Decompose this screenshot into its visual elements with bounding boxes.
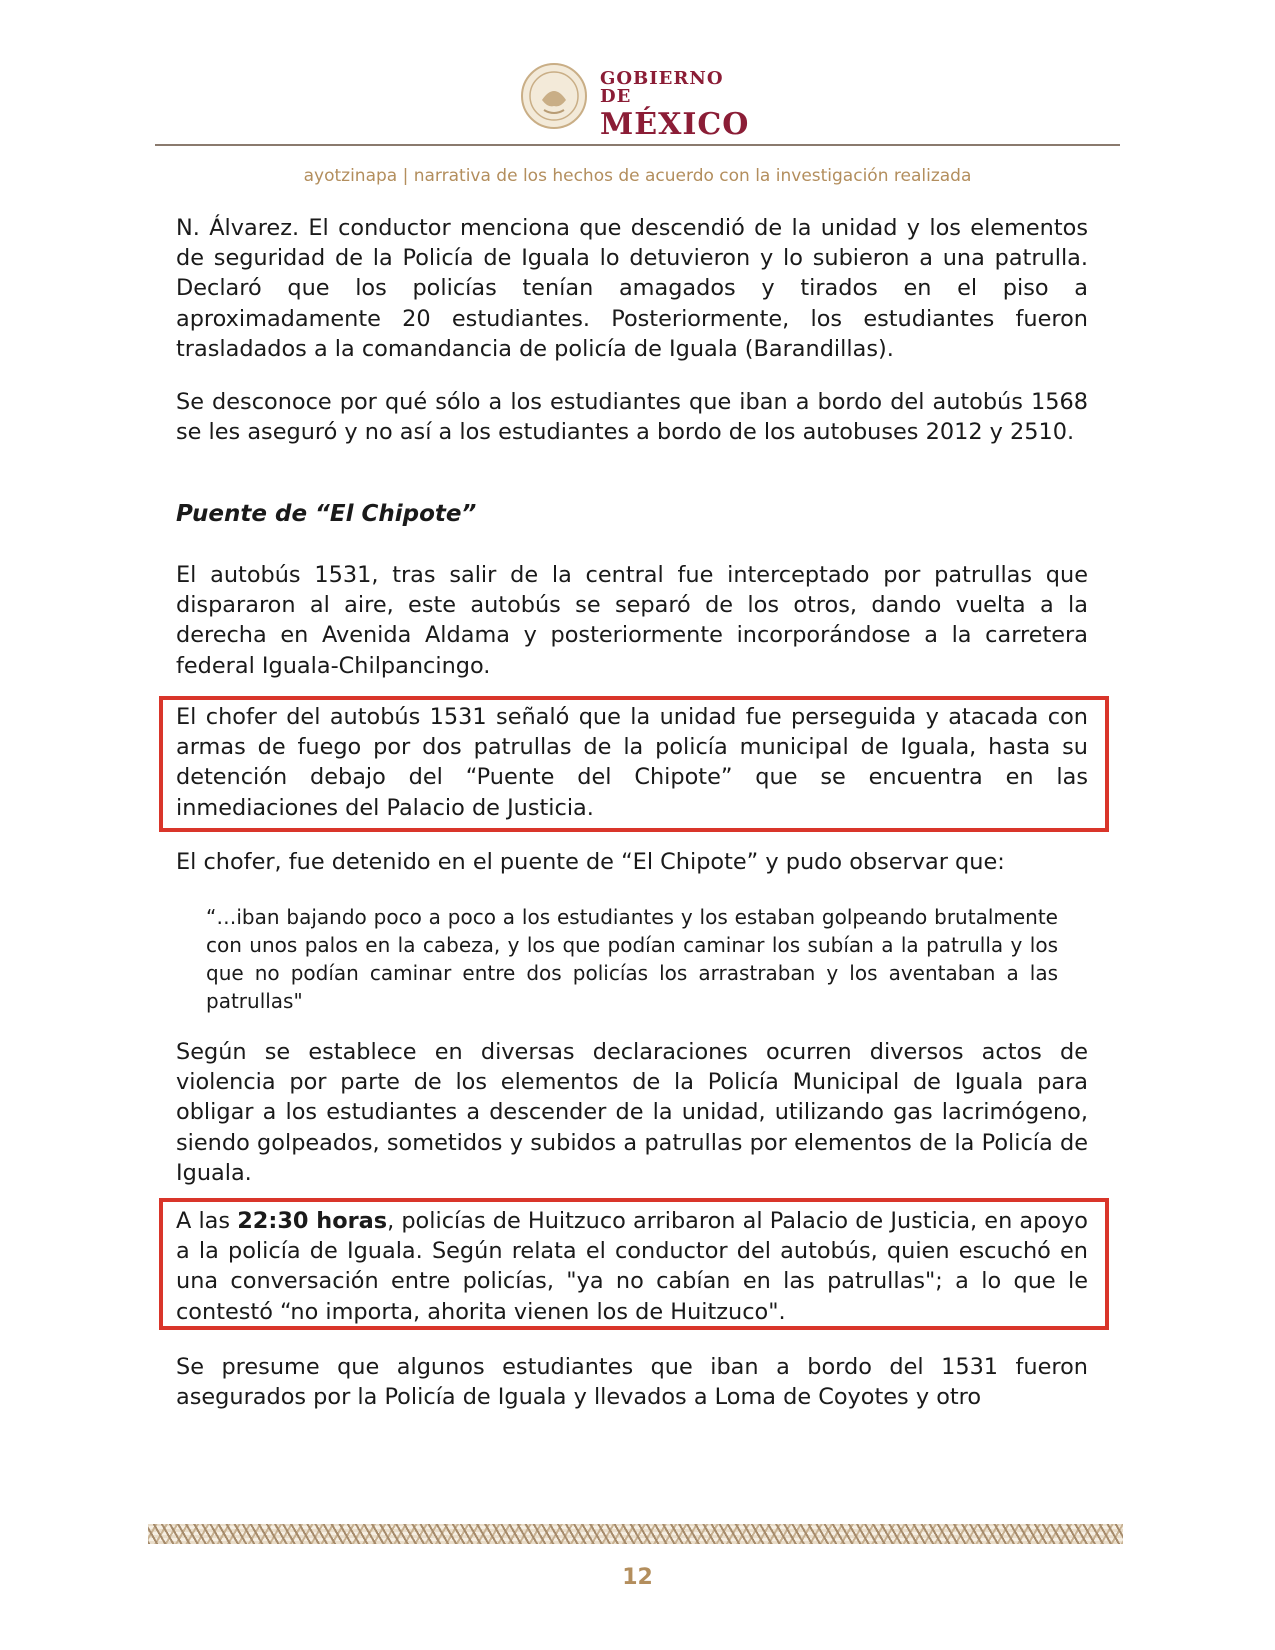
- paragraph-7-prefix: A las: [176, 1208, 238, 1234]
- page-number: 12: [622, 1565, 653, 1590]
- paragraph-7-rest: , policías de Huitzuco arribaron al Palacio de Justicia, en apoyo a la policía de Iguala. Según relata el conductor del autobús, quien escuchó en una conversación entre policías, "ya no cabían en las patrullas"; a lo que le contestó “no importa, ahorita vienen los de Huitzuco".: [176, 1208, 1088, 1325]
- paragraph-5: El chofer, fue detenido en el puente de “El Chipote” y pudo observar que:: [176, 849, 1005, 875]
- government-logo: [520, 62, 760, 142]
- paragraph-2: Se desconoce por qué sólo a los estudiantes que iban a bordo del autobús 1568 se les aseguró y no así a los estudiantes a bordo de los autobuses 2012 y 2510.: [176, 389, 1088, 446]
- decorative-footer-band: [148, 1524, 1123, 1544]
- paragraph-7: [176, 1206, 1088, 1327]
- header-divider: [155, 144, 1120, 146]
- paragraph-4: El chofer del autobús 1531 señaló que la unidad fue perseguida y atacada con armas de fuego por dos patrullas de la policía municipal de Iguala, hasta su detención debajo del “Puente del Chipote” que se encuentra en las inmediaciones del Palacio de Justicia.: [176, 704, 1088, 821]
- paragraph-6: Según se establece en diversas declaraciones ocurren diversos actos de violencia por parte de los elementos de la Policía Municipal de Iguala para obligar a los estudiantes a descender de la unidad, utilizando gas lacrimógeno, siendo golpeados, sometidos y subidos a patrullas por elementos de la Policía de Iguala.: [176, 1039, 1088, 1186]
- logo-line-1: GOBIERNO DE: [600, 68, 724, 107]
- paragraph-3: El autobús 1531, tras salir de la central fue interceptado por patrullas que dispararon al aire, este autobús se separó de los otros, dando vuelta a la derecha en Avenida Aldama y posteriormente incorporándose a la carretera federal Iguala-Chilpancingo.: [176, 562, 1088, 679]
- national-seal-icon: [520, 62, 588, 130]
- paragraph-1: N. Álvarez. El conductor menciona que descendió de la unidad y los elementos de seguridad de la Policía de Iguala lo detuvieron y lo subieron a una patrulla. Declaró que los policías tenían amagados y tirados en el piso a aproximadamente 20 estudiantes. Posteriormente, los estudiantes fueron trasladados a la comandancia de policía de Iguala (Barandillas).: [176, 215, 1088, 362]
- time-highlight: 22:30 horas: [237, 1208, 388, 1234]
- quote-block: “…iban bajando poco a poco a los estudiantes y los estaban golpeando brutalmente con unos palos en la cabeza, y los que podían caminar los subían a la patrulla y los que no podían caminar entre dos policías los arrastraban y los aventaban a las patrullas": [206, 905, 1058, 1013]
- header-subtitle: ayotzinapa | narrativa de los hechos de acuerdo con la investigación realizada: [303, 166, 972, 186]
- section-heading: Puente de “El Chipote”: [176, 501, 477, 527]
- paragraph-8: Se presume que algunos estudiantes que iban a bordo del 1531 fueron asegurados por la Policía de Iguala y llevados a Loma de Coyotes y otro: [176, 1354, 1088, 1411]
- logo-line-2: MÉXICO: [600, 107, 750, 142]
